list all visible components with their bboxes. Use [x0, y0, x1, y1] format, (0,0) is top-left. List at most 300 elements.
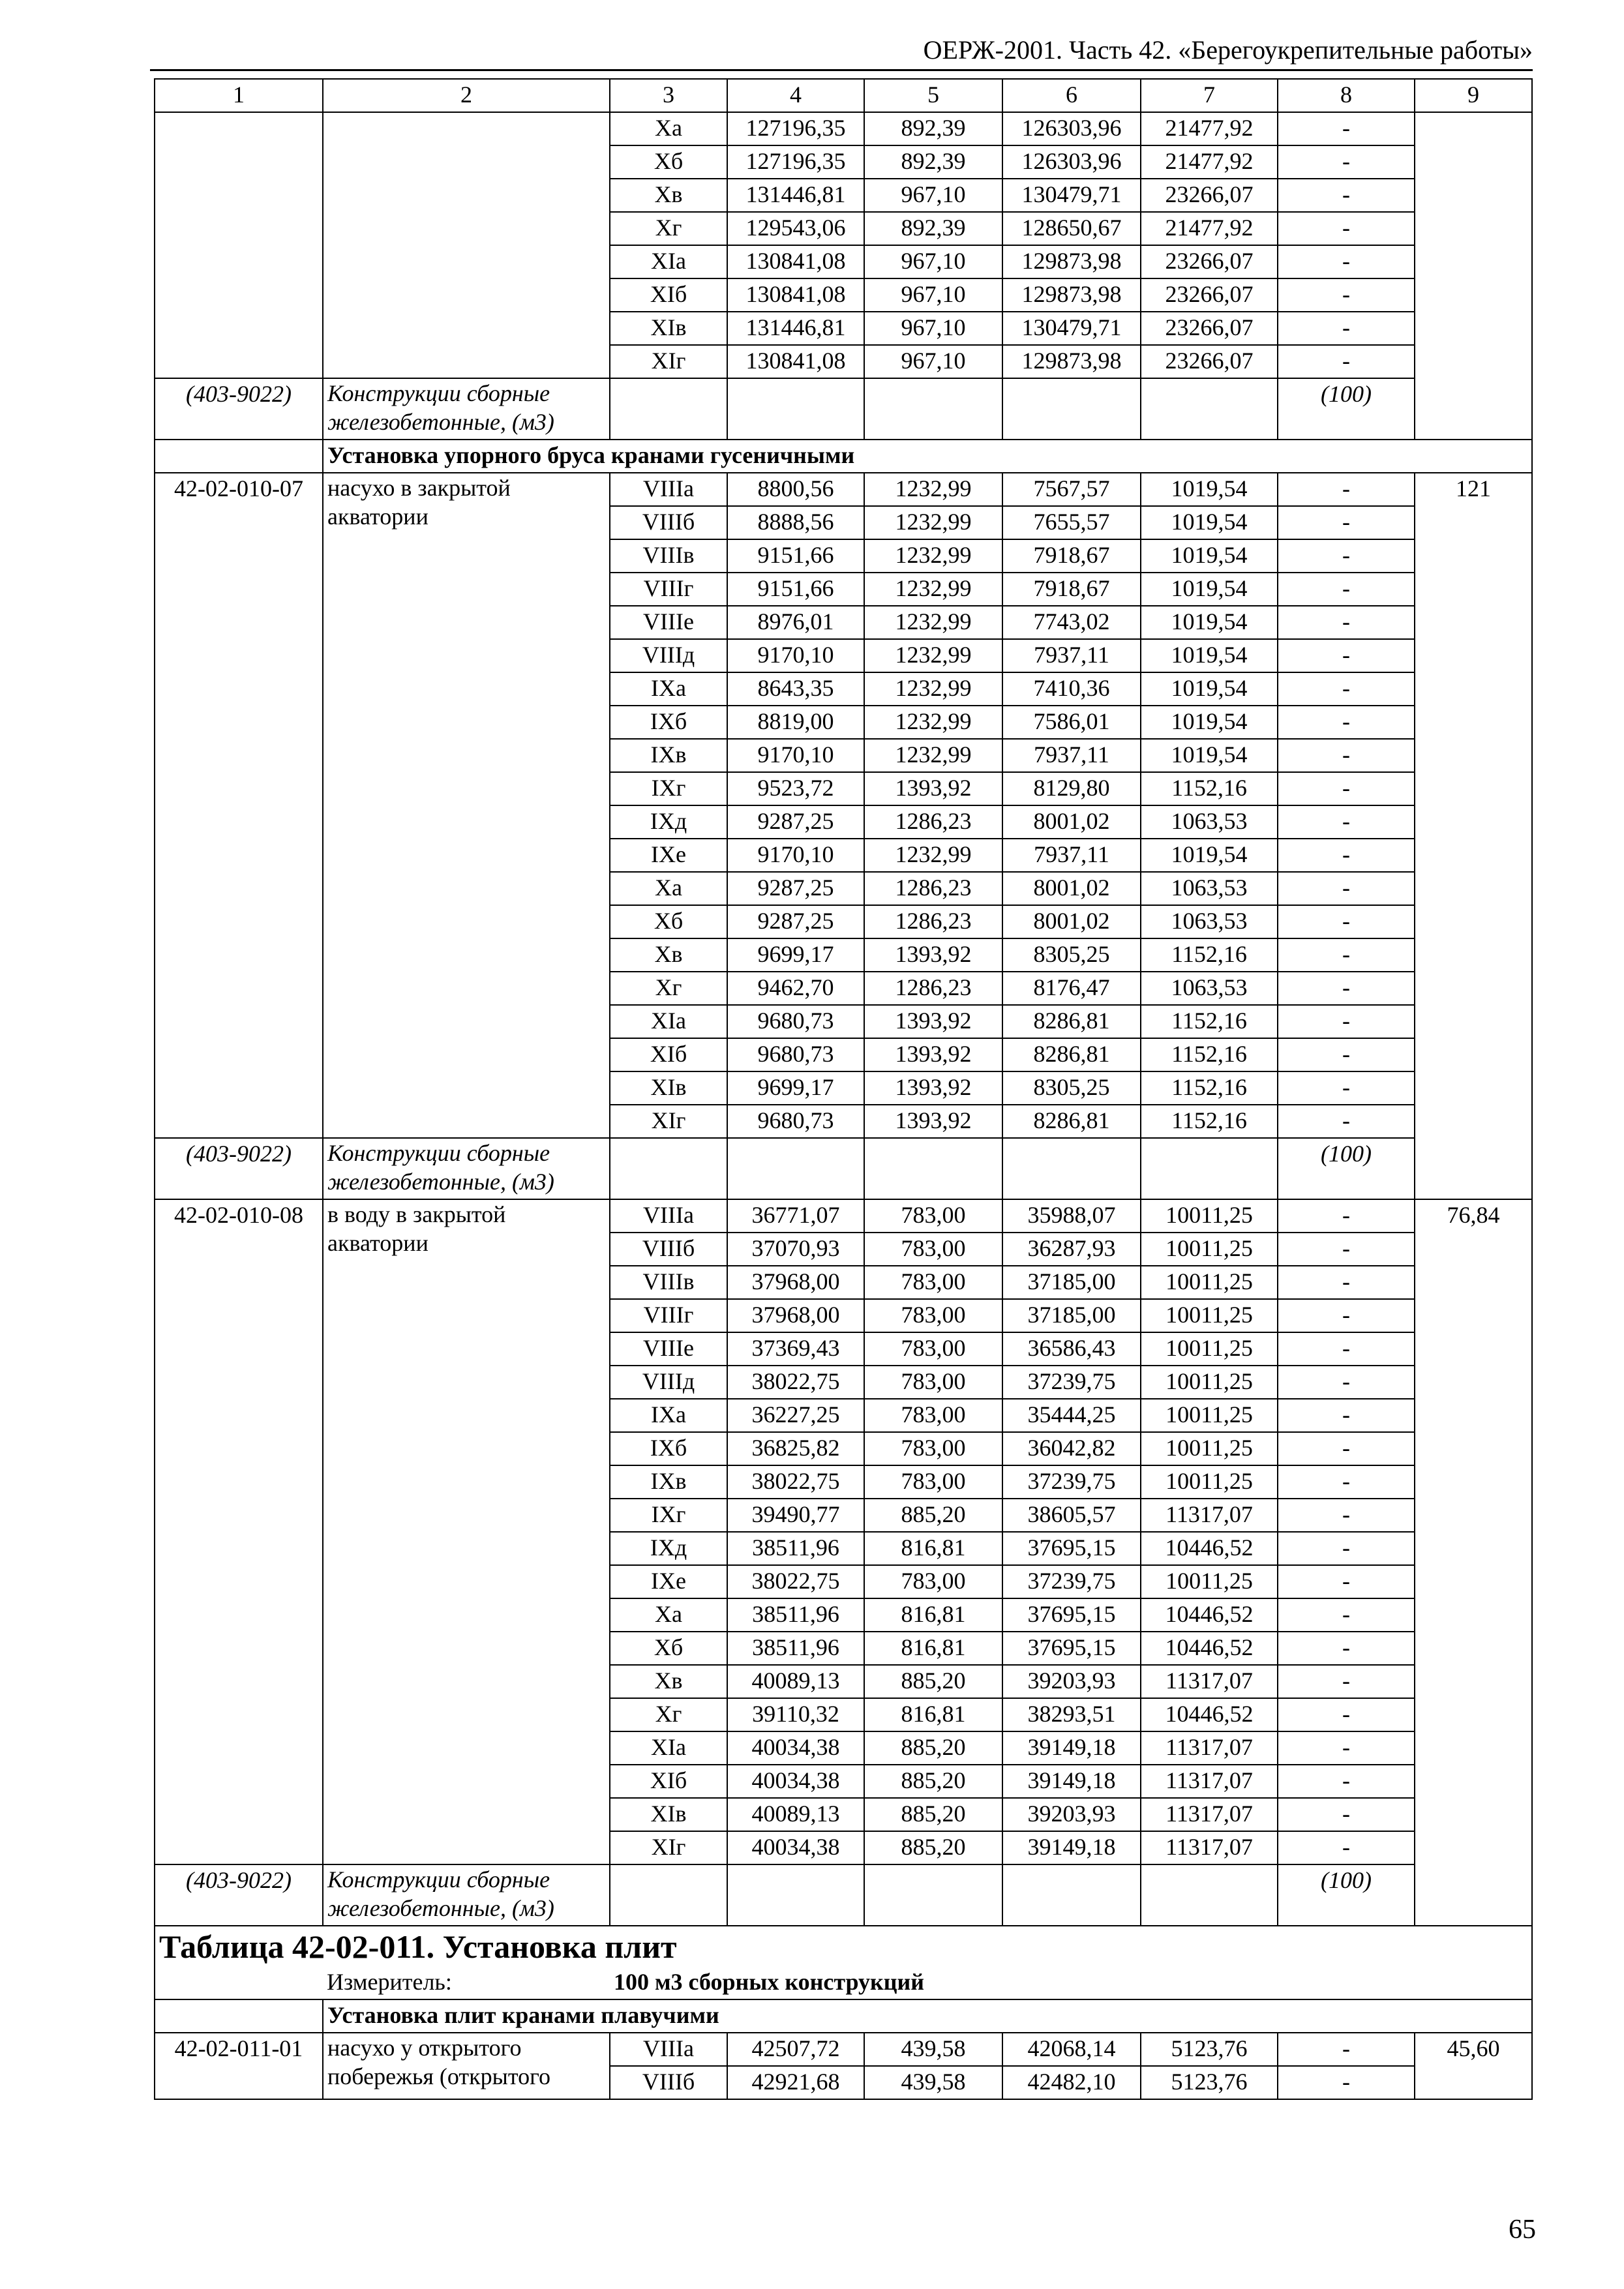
- value-cell: 8976,01: [727, 606, 864, 639]
- value-cell: 39110,32: [727, 1698, 864, 1731]
- value-cell: 23266,07: [1141, 312, 1278, 345]
- value-cell: 1286,23: [864, 805, 1002, 839]
- value-cell: 1019,54: [1141, 539, 1278, 573]
- value-cell: 1232,99: [864, 539, 1002, 573]
- value-cell: 9287,25: [727, 805, 864, 839]
- rate-name-line: акватории: [327, 1230, 429, 1256]
- value-cell: 39149,18: [1002, 1765, 1141, 1798]
- zone-cell: XIa: [610, 245, 727, 278]
- column-number: 5: [864, 79, 1002, 112]
- value-cell: 967,10: [864, 179, 1002, 212]
- value-cell: 967,10: [864, 278, 1002, 312]
- value-cell: 1393,92: [864, 1038, 1002, 1071]
- column-number: 2: [323, 79, 610, 112]
- rate-code: 42-02-011-01: [155, 2033, 323, 2099]
- value-cell: 40089,13: [727, 1798, 864, 1831]
- value-cell: -: [1278, 1005, 1415, 1038]
- value-cell: -: [1278, 1105, 1415, 1138]
- value-cell: 1019,54: [1141, 706, 1278, 739]
- value-cell: 130479,71: [1002, 312, 1141, 345]
- value-cell: 11317,07: [1141, 1499, 1278, 1532]
- value-cell: 127196,35: [727, 112, 864, 145]
- empty-cell: [610, 378, 727, 440]
- zone-cell: XIг: [610, 345, 727, 378]
- value-cell: 1019,54: [1141, 739, 1278, 772]
- section-title: Установка упорного бруса кранами гусеничными: [323, 440, 1532, 473]
- value-cell: 1232,99: [864, 739, 1002, 772]
- value-cell: -: [1278, 706, 1415, 739]
- value-cell: -: [1278, 1665, 1415, 1698]
- value-cell: -: [1278, 573, 1415, 606]
- value-cell: 23266,07: [1141, 278, 1278, 312]
- value-cell: 967,10: [864, 345, 1002, 378]
- value-cell: 9151,66: [727, 573, 864, 606]
- resource-row: [155, 1864, 1532, 1926]
- empty-cell: [727, 1138, 864, 1199]
- value-cell: 37695,15: [1002, 1632, 1141, 1665]
- value-cell: 9699,17: [727, 1071, 864, 1105]
- value-cell: 10011,25: [1141, 1366, 1278, 1399]
- resource-name: [323, 1864, 610, 1926]
- zone-cell: Xг: [610, 972, 727, 1005]
- column-numbers-row: [155, 79, 1532, 112]
- rate-code: [155, 112, 323, 378]
- value-cell: 38511,96: [727, 1632, 864, 1665]
- value-cell: 131446,81: [727, 179, 864, 212]
- value-cell: 8129,80: [1002, 772, 1141, 805]
- value-cell: -: [1278, 739, 1415, 772]
- value-cell: 8286,81: [1002, 1038, 1141, 1071]
- zone-cell: IXд: [610, 1532, 727, 1565]
- value-cell: 7410,36: [1002, 672, 1141, 706]
- zone-cell: Xa: [610, 1598, 727, 1632]
- value-cell: 36227,25: [727, 1399, 864, 1432]
- value-cell: 128650,67: [1002, 212, 1141, 245]
- col9-value: [1415, 112, 1532, 440]
- zone-cell: VIIIв: [610, 539, 727, 573]
- value-cell: 1393,92: [864, 938, 1002, 972]
- value-cell: 1393,92: [864, 772, 1002, 805]
- value-cell: 8643,35: [727, 672, 864, 706]
- value-cell: -: [1278, 506, 1415, 539]
- value-cell: 7743,02: [1002, 606, 1141, 639]
- zone-cell: Xб: [610, 145, 727, 179]
- value-cell: 1063,53: [1141, 905, 1278, 938]
- value-cell: 37185,00: [1002, 1299, 1141, 1332]
- resource-name-line: Конструкции сборные: [327, 380, 550, 406]
- zone-cell: Xa: [610, 112, 727, 145]
- value-cell: -: [1278, 312, 1415, 345]
- value-cell: -: [1278, 1432, 1415, 1465]
- empty-cell: [610, 1864, 727, 1926]
- value-cell: -: [1278, 1266, 1415, 1299]
- value-cell: 1063,53: [1141, 872, 1278, 905]
- value-cell: -: [1278, 2066, 1415, 2099]
- value-cell: 10011,25: [1141, 1465, 1278, 1499]
- value-cell: 23266,07: [1141, 345, 1278, 378]
- value-cell: 885,20: [864, 1831, 1002, 1864]
- value-cell: 816,81: [864, 1698, 1002, 1731]
- resource-name-line: Конструкции сборные: [327, 1140, 550, 1166]
- value-cell: 8176,47: [1002, 972, 1141, 1005]
- resource-name-line: железобетонные, (м3): [327, 409, 554, 435]
- zone-cell: Xг: [610, 212, 727, 245]
- zone-cell: XIa: [610, 1731, 727, 1765]
- column-number: 9: [1415, 79, 1532, 112]
- empty-cell: [1002, 378, 1141, 440]
- value-cell: 11317,07: [1141, 1765, 1278, 1798]
- value-cell: -: [1278, 1598, 1415, 1632]
- zone-cell: Xб: [610, 1632, 727, 1665]
- value-cell: 1019,54: [1141, 672, 1278, 706]
- resource-name-line: железобетонные, (м3): [327, 1169, 554, 1195]
- zone-cell: XIг: [610, 1831, 727, 1864]
- value-cell: -: [1278, 179, 1415, 212]
- value-cell: 42921,68: [727, 2066, 864, 2099]
- zone-cell: VIIIe: [610, 606, 727, 639]
- zone-cell: XIв: [610, 312, 727, 345]
- value-cell: 10011,25: [1141, 1299, 1278, 1332]
- zone-cell: IXб: [610, 706, 727, 739]
- value-cell: 967,10: [864, 312, 1002, 345]
- value-cell: 892,39: [864, 112, 1002, 145]
- column-number: 4: [727, 79, 864, 112]
- value-cell: -: [1278, 639, 1415, 672]
- empty-cell: [610, 1138, 727, 1199]
- zone-cell: VIIIб: [610, 2066, 727, 2099]
- value-cell: 1232,99: [864, 473, 1002, 506]
- value-cell: 37968,00: [727, 1299, 864, 1332]
- zone-cell: XIб: [610, 278, 727, 312]
- value-cell: 783,00: [864, 1266, 1002, 1299]
- value-cell: 8305,25: [1002, 938, 1141, 972]
- empty-cell: [727, 378, 864, 440]
- empty-cell: [1141, 378, 1278, 440]
- value-cell: 967,10: [864, 245, 1002, 278]
- value-cell: 1063,53: [1141, 805, 1278, 839]
- value-cell: 885,20: [864, 1499, 1002, 1532]
- rates-table-frame: [154, 78, 1531, 2100]
- value-cell: 892,39: [864, 212, 1002, 245]
- value-cell: 9680,73: [727, 1105, 864, 1138]
- value-cell: 40034,38: [727, 1731, 864, 1765]
- rate-name: [323, 2033, 610, 2099]
- value-cell: 783,00: [864, 1299, 1002, 1332]
- value-cell: 42507,72: [727, 2033, 864, 2066]
- column-number: 6: [1002, 79, 1141, 112]
- empty-cell: [864, 378, 1002, 440]
- table-title: Таблица 42-02-011. Установка плит: [155, 1926, 1532, 1967]
- value-cell: 37695,15: [1002, 1598, 1141, 1632]
- value-cell: 130841,08: [727, 345, 864, 378]
- value-cell: 5123,76: [1141, 2066, 1278, 2099]
- value-cell: 783,00: [864, 1399, 1002, 1432]
- value-cell: 5123,76: [1141, 2033, 1278, 2066]
- resource-name-line: железобетонные, (м3): [327, 1895, 554, 1921]
- zone-cell: IXб: [610, 1432, 727, 1465]
- rate-name: [323, 1199, 610, 1864]
- value-cell: -: [1278, 1565, 1415, 1598]
- value-cell: -: [1278, 278, 1415, 312]
- value-cell: 9287,25: [727, 905, 864, 938]
- value-cell: 37070,93: [727, 1233, 864, 1266]
- value-cell: 816,81: [864, 1532, 1002, 1565]
- zone-cell: XIв: [610, 1798, 727, 1831]
- value-cell: 40034,38: [727, 1831, 864, 1864]
- rate-name-line: насухо у открытого: [327, 2035, 522, 2061]
- value-cell: -: [1278, 1332, 1415, 1366]
- value-cell: 9151,66: [727, 539, 864, 573]
- value-cell: 10446,52: [1141, 1698, 1278, 1731]
- value-cell: 126303,96: [1002, 112, 1141, 145]
- value-cell: 9462,70: [727, 972, 864, 1005]
- zone-cell: Xв: [610, 1665, 727, 1698]
- table-row: [155, 473, 1532, 506]
- zone-cell: Xб: [610, 905, 727, 938]
- value-cell: 1232,99: [864, 639, 1002, 672]
- value-cell: 35988,07: [1002, 1199, 1141, 1233]
- value-cell: 9680,73: [727, 1038, 864, 1071]
- value-cell: 1152,16: [1141, 772, 1278, 805]
- value-cell: 7918,67: [1002, 573, 1141, 606]
- value-cell: 7937,11: [1002, 739, 1141, 772]
- value-cell: -: [1278, 1765, 1415, 1798]
- resource-code: (403-9022): [155, 1138, 323, 1199]
- zone-cell: XIг: [610, 1105, 727, 1138]
- value-cell: 11317,07: [1141, 1731, 1278, 1765]
- value-cell: 36825,82: [727, 1432, 864, 1465]
- value-cell: 39149,18: [1002, 1831, 1141, 1864]
- value-cell: -: [1278, 672, 1415, 706]
- value-cell: 130841,08: [727, 278, 864, 312]
- value-cell: 38293,51: [1002, 1698, 1141, 1731]
- value-cell: 39490,77: [727, 1499, 864, 1532]
- zone-cell: Xг: [610, 1698, 727, 1731]
- rate-name: [323, 112, 610, 378]
- empty-cell: [155, 440, 323, 473]
- value-cell: 36287,93: [1002, 1233, 1141, 1266]
- value-cell: 1152,16: [1141, 938, 1278, 972]
- value-cell: 130479,71: [1002, 179, 1141, 212]
- col9-value: 76,84: [1415, 1199, 1532, 1926]
- value-cell: -: [1278, 1465, 1415, 1499]
- zone-cell: XIб: [610, 1038, 727, 1071]
- value-cell: 38022,75: [727, 1565, 864, 1598]
- zone-cell: VIIIд: [610, 639, 727, 672]
- zone-cell: VIIIa: [610, 2033, 727, 2066]
- zone-cell: IXв: [610, 739, 727, 772]
- rate-code: 42-02-010-08: [155, 1199, 323, 1864]
- value-cell: 129873,98: [1002, 278, 1141, 312]
- zone-cell: VIIIa: [610, 1199, 727, 1233]
- value-cell: 1232,99: [864, 606, 1002, 639]
- value-cell: 1393,92: [864, 1071, 1002, 1105]
- value-cell: -: [1278, 805, 1415, 839]
- empty-cell: [864, 1138, 1002, 1199]
- value-cell: 37239,75: [1002, 1565, 1141, 1598]
- resource-code: (403-9022): [155, 378, 323, 440]
- value-cell: 783,00: [864, 1332, 1002, 1366]
- value-cell: 7586,01: [1002, 706, 1141, 739]
- value-cell: 783,00: [864, 1233, 1002, 1266]
- value-cell: 1019,54: [1141, 573, 1278, 606]
- column-number: 1: [155, 79, 323, 112]
- value-cell: -: [1278, 1199, 1415, 1233]
- value-cell: -: [1278, 606, 1415, 639]
- value-cell: -: [1278, 872, 1415, 905]
- value-cell: 1286,23: [864, 872, 1002, 905]
- meter-row: [155, 1967, 1532, 1999]
- zone-cell: IXa: [610, 672, 727, 706]
- value-cell: 10011,25: [1141, 1432, 1278, 1465]
- value-cell: 7918,67: [1002, 539, 1141, 573]
- value-cell: -: [1278, 1399, 1415, 1432]
- zone-cell: Xв: [610, 179, 727, 212]
- section-title: [155, 440, 1532, 473]
- zone-cell: XIб: [610, 1765, 727, 1798]
- value-cell: 9170,10: [727, 639, 864, 672]
- resource-code: (403-9022): [155, 1864, 323, 1926]
- value-cell: -: [1278, 1831, 1415, 1864]
- value-cell: 10011,25: [1141, 1266, 1278, 1299]
- empty-cell: [727, 1864, 864, 1926]
- value-cell: -: [1278, 473, 1415, 506]
- value-cell: 37239,75: [1002, 1366, 1141, 1399]
- value-cell: -: [1278, 539, 1415, 573]
- value-cell: 783,00: [864, 1432, 1002, 1465]
- empty-cell: [1141, 1138, 1278, 1199]
- value-cell: 37968,00: [727, 1266, 864, 1299]
- value-cell: 8888,56: [727, 506, 864, 539]
- value-cell: -: [1278, 112, 1415, 145]
- value-cell: 36042,82: [1002, 1432, 1141, 1465]
- section-title: Установка плит кранами плавучими: [323, 1999, 1532, 2033]
- value-cell: -: [1278, 1798, 1415, 1831]
- value-cell: 783,00: [864, 1465, 1002, 1499]
- value-cell: 10446,52: [1141, 1532, 1278, 1565]
- value-cell: 10011,25: [1141, 1332, 1278, 1366]
- zone-cell: XIa: [610, 1005, 727, 1038]
- zone-cell: Xв: [610, 938, 727, 972]
- value-cell: -: [1278, 1532, 1415, 1565]
- value-cell: 8819,00: [727, 706, 864, 739]
- zone-cell: IXe: [610, 839, 727, 872]
- empty-cell: [1002, 1864, 1141, 1926]
- value-cell: 127196,35: [727, 145, 864, 179]
- value-cell: 38511,96: [727, 1532, 864, 1565]
- value-cell: 816,81: [864, 1598, 1002, 1632]
- value-cell: 8800,56: [727, 473, 864, 506]
- value-cell: 23266,07: [1141, 245, 1278, 278]
- zone-cell: VIIIг: [610, 1299, 727, 1332]
- table-row: [155, 112, 1532, 145]
- value-cell: -: [1278, 212, 1415, 245]
- value-cell: -: [1278, 1632, 1415, 1665]
- resource-amount: (100): [1278, 1864, 1415, 1926]
- zone-cell: VIIIб: [610, 506, 727, 539]
- value-cell: 7937,11: [1002, 839, 1141, 872]
- table-title-row: [155, 1926, 1532, 1967]
- value-cell: 9699,17: [727, 938, 864, 972]
- meter-value: 100 м3 сборных конструкций: [610, 1967, 1532, 1999]
- rate-name-line: акватории: [327, 503, 429, 530]
- value-cell: 129873,98: [1002, 245, 1141, 278]
- value-cell: 816,81: [864, 1632, 1002, 1665]
- rate-code: 42-02-010-07: [155, 473, 323, 1138]
- zone-cell: IXг: [610, 772, 727, 805]
- page-number: 65: [1509, 2215, 1536, 2245]
- empty-cell: [1002, 1138, 1141, 1199]
- value-cell: 37695,15: [1002, 1532, 1141, 1565]
- value-cell: 11317,07: [1141, 1798, 1278, 1831]
- rate-name: [323, 473, 610, 1138]
- zone-cell: IXд: [610, 805, 727, 839]
- value-cell: 1232,99: [864, 706, 1002, 739]
- value-cell: 1232,99: [864, 672, 1002, 706]
- page-header: ОЕРЖ-2001. Часть 42. «Берегоукрепительные работы»: [150, 31, 1533, 71]
- value-cell: 37239,75: [1002, 1465, 1141, 1499]
- value-cell: 1063,53: [1141, 972, 1278, 1005]
- value-cell: 1232,99: [864, 839, 1002, 872]
- value-cell: 38022,75: [727, 1465, 864, 1499]
- value-cell: 10446,52: [1141, 1632, 1278, 1665]
- value-cell: 892,39: [864, 145, 1002, 179]
- value-cell: 8286,81: [1002, 1005, 1141, 1038]
- value-cell: -: [1278, 245, 1415, 278]
- value-cell: 1152,16: [1141, 1038, 1278, 1071]
- value-cell: 39203,93: [1002, 1665, 1141, 1698]
- value-cell: -: [1278, 938, 1415, 972]
- value-cell: -: [1278, 1071, 1415, 1105]
- value-cell: -: [1278, 972, 1415, 1005]
- column-number: 8: [1278, 79, 1415, 112]
- table-row: [155, 2033, 1532, 2066]
- value-cell: 439,58: [864, 2033, 1002, 2066]
- value-cell: 10446,52: [1141, 1598, 1278, 1632]
- zone-cell: XIв: [610, 1071, 727, 1105]
- value-cell: 42068,14: [1002, 2033, 1141, 2066]
- value-cell: 42482,10: [1002, 2066, 1141, 2099]
- value-cell: 40089,13: [727, 1665, 864, 1698]
- value-cell: 23266,07: [1141, 179, 1278, 212]
- value-cell: 1232,99: [864, 506, 1002, 539]
- value-cell: -: [1278, 772, 1415, 805]
- value-cell: 40034,38: [727, 1765, 864, 1798]
- value-cell: 7937,11: [1002, 639, 1141, 672]
- value-cell: -: [1278, 1499, 1415, 1532]
- column-number: 7: [1141, 79, 1278, 112]
- value-cell: 11317,07: [1141, 1665, 1278, 1698]
- value-cell: 21477,92: [1141, 212, 1278, 245]
- resource-row: [155, 378, 1532, 440]
- value-cell: 38022,75: [727, 1366, 864, 1399]
- value-cell: 36586,43: [1002, 1332, 1141, 1366]
- empty-cell: [1141, 1864, 1278, 1926]
- value-cell: 8001,02: [1002, 805, 1141, 839]
- value-cell: 1019,54: [1141, 606, 1278, 639]
- value-cell: -: [1278, 1038, 1415, 1071]
- value-cell: -: [1278, 1233, 1415, 1266]
- value-cell: 39149,18: [1002, 1731, 1141, 1765]
- table-row: [155, 1199, 1532, 1233]
- rate-name-line: насухо в закрытой: [327, 475, 511, 501]
- value-cell: 1286,23: [864, 905, 1002, 938]
- value-cell: 130841,08: [727, 245, 864, 278]
- section-title: [155, 1999, 1532, 2033]
- empty-cell: [864, 1864, 1002, 1926]
- value-cell: -: [1278, 345, 1415, 378]
- column-number: 3: [610, 79, 727, 112]
